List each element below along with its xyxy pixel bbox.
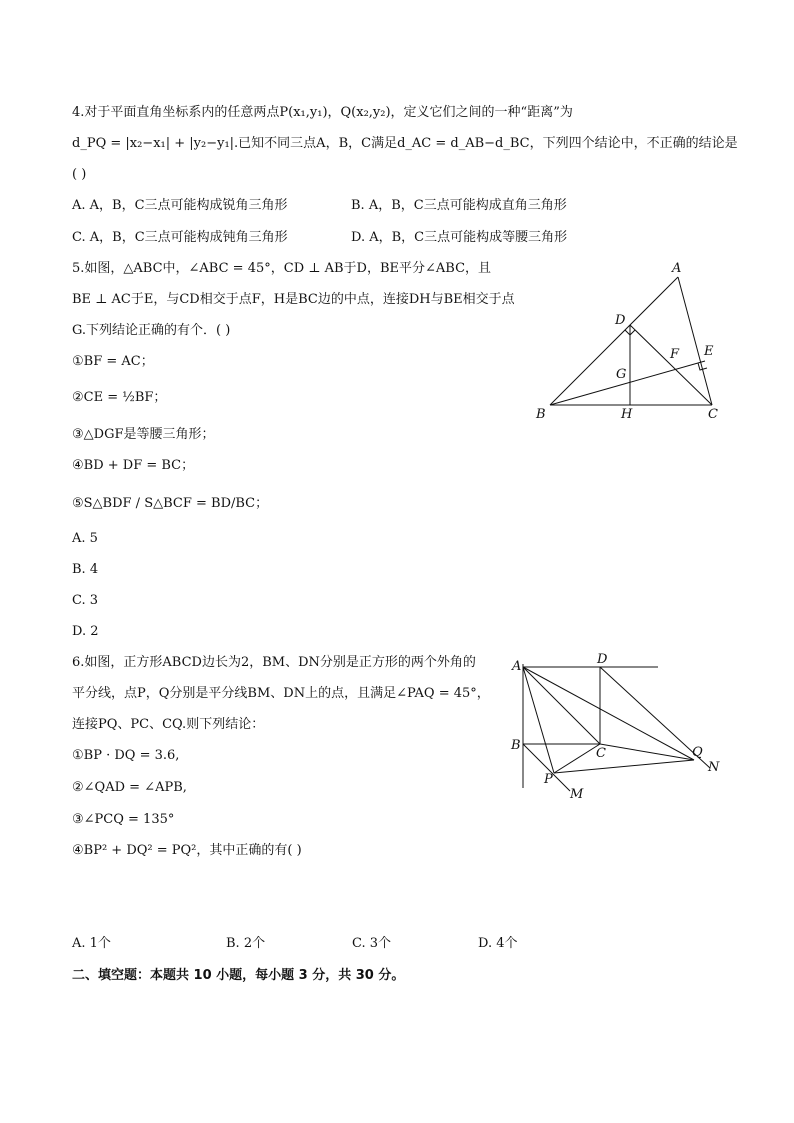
q6-option-a: A. 1个 — [72, 936, 111, 951]
q5-option-a: A. 5 — [72, 531, 98, 546]
q6-square-figure — [508, 652, 728, 802]
q5-stem-line3: G.下列结论正确的有个．( ) — [72, 323, 231, 338]
q6-stem-line1: 6.如图，正方形ABCD边长为2，BM、DN分别是正方形的两个外角的 — [72, 655, 476, 670]
q6-stem-line2: 平分线，点P，Q分别是平分线BM、DN上的点，且满足∠PAQ = 45°， — [72, 686, 490, 701]
q4-option-a: A. A，B，C三点可能构成锐角三角形 — [72, 198, 288, 213]
q6-item-3: ③∠PCQ = 135° — [72, 812, 175, 827]
q5-label-g: G — [616, 367, 627, 382]
q5-option-b: B. 4 — [72, 562, 99, 577]
q5-item-2: ②CE = ½BF； — [72, 390, 167, 405]
q5-label-a: A — [672, 261, 682, 276]
q5-item-4: ④BD + DF = BC； — [72, 458, 195, 473]
q5-option-c: C. 3 — [72, 593, 99, 608]
q5-item-1: ①BF = AC； — [72, 354, 154, 369]
q6-label-p: P — [544, 772, 553, 787]
q4-option-c: C. A，B，C三点可能构成钝角三角形 — [72, 230, 288, 245]
q4-option-d: D. A，B，C三点可能构成等腰三角形 — [351, 230, 568, 245]
q6-option-c: C. 3个 — [352, 936, 392, 951]
q6-option-d: D. 4个 — [478, 936, 518, 951]
q5-item-5: ⑤S△BDF / S△BCF = BD/BC； — [72, 496, 269, 511]
q4-stem-line3: ( ) — [72, 167, 87, 182]
q6-label-m: M — [570, 787, 584, 802]
q4-stem-line2: d_PQ = |x₂−x₁| + |y₂−y₁|.已知不同三点A，B，C满足d_AC = d_AB−d_BC，下列四个结论中，不正确的结论是 — [72, 136, 738, 151]
q5-triangle-figure — [530, 258, 730, 428]
q5-label-h: H — [621, 407, 633, 422]
q5-label-d: D — [615, 313, 626, 328]
q5-stem-line2: BE ⊥ AC于E，与CD相交于点F，H是BC边的中点，连接DH与BE相交于点 — [72, 292, 515, 307]
q5-label-b: B — [536, 407, 546, 422]
q5-item-3: ③△DGF是等腰三角形； — [72, 427, 215, 442]
q4-stem-line1: 4.对于平面直角坐标系内的任意两点P(x₁,y₁)，Q(x₂,y₂)，定义它们之间的一种“距离”为 — [72, 105, 573, 120]
q4-option-b: B. A，B，C三点可能构成直角三角形 — [351, 198, 567, 213]
q5-label-c: C — [708, 407, 718, 422]
section2-heading: 二、填空题：本题共 10 小题，每小题 3 分，共 30 分。 — [72, 968, 405, 983]
q5-label-e: E — [704, 344, 714, 359]
q6-stem-line3: 连接PQ、PC、CQ.则下列结论： — [72, 717, 265, 732]
q6-option-b: B. 2个 — [226, 936, 266, 951]
q6-label-a: A — [512, 659, 522, 674]
q6-item-4: ④BP² + DQ² = PQ²，其中正确的有( ) — [72, 843, 302, 858]
q6-label-q: Q — [692, 745, 703, 760]
q5-label-f: F — [670, 347, 680, 362]
q5-option-d: D. 2 — [72, 624, 99, 639]
q6-label-b: B — [511, 738, 521, 753]
q6-item-2: ②∠QAD = ∠APB, — [72, 780, 187, 795]
q6-label-c: C — [596, 746, 606, 761]
q6-item-1: ①BP · DQ = 3.6, — [72, 748, 180, 763]
q5-stem-line1: 5.如图，△ABC中，∠ABC = 45°，CD ⊥ AB于D，BE平分∠ABC，且 — [72, 261, 492, 276]
q6-label-d: D — [597, 652, 608, 667]
q6-label-n: N — [708, 760, 720, 775]
